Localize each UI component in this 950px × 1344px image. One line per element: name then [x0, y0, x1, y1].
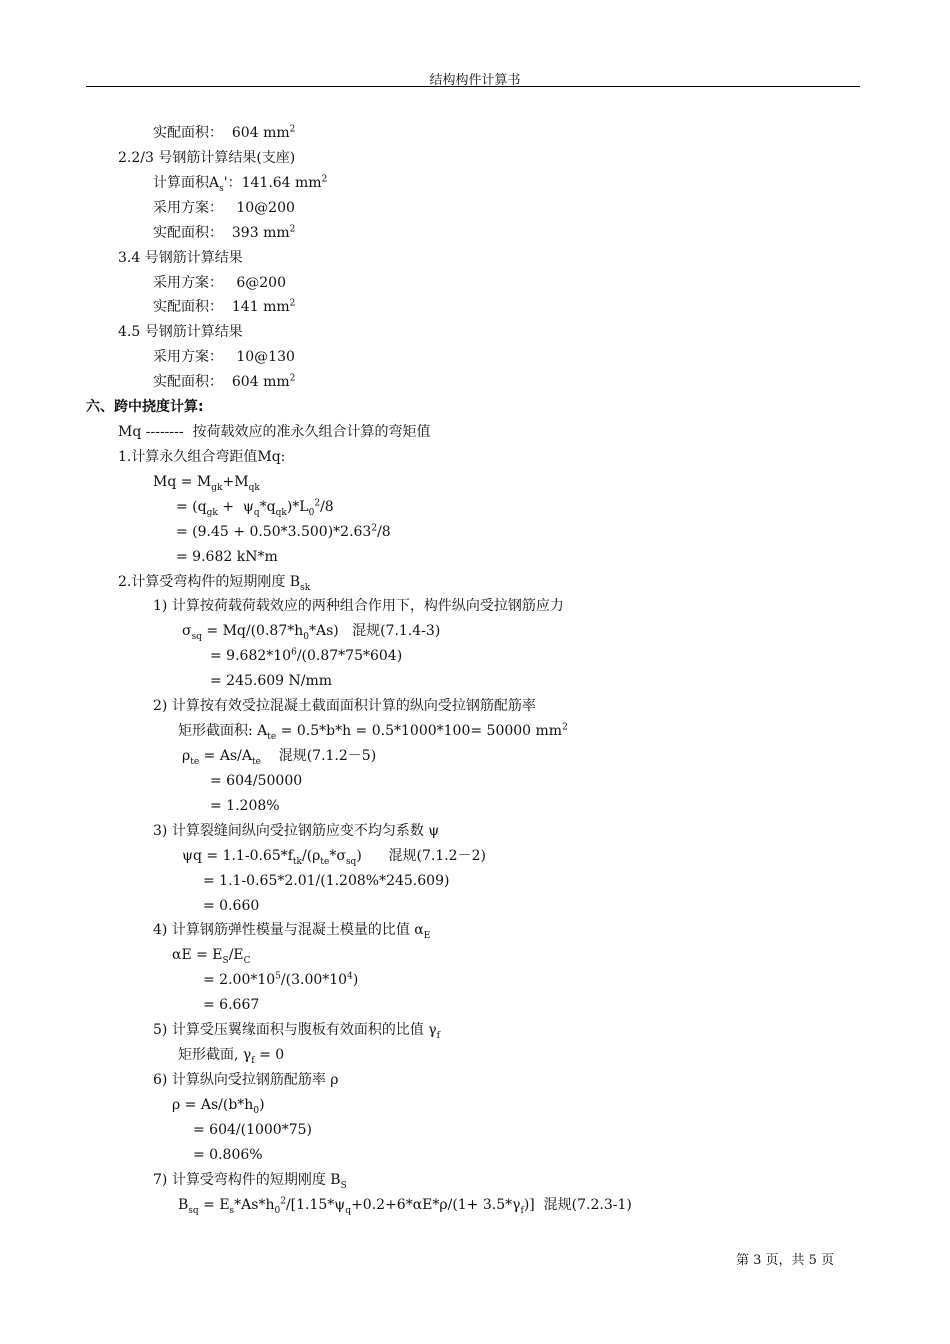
line-text: 混规(7.1.2－5) — [260, 748, 377, 764]
superscript: 4 — [347, 971, 353, 982]
header-rule — [86, 86, 860, 87]
line-text: 矩形截面积: A — [178, 723, 268, 740]
calc-line — [210, 672, 332, 690]
line-text: 实配面积： 604 mm — [153, 125, 290, 141]
line-text: 矩形截面, γ — [178, 1047, 252, 1064]
line-text: σ — [182, 623, 192, 640]
line-text: = 0.5*b*h = 0.5*1000*100= 50000 mm — [276, 723, 563, 740]
subscript: S — [222, 956, 229, 967]
subscript: te — [267, 731, 277, 742]
superscript: 2 — [289, 373, 296, 384]
line-text: /(ρ — [302, 847, 321, 864]
calc-line — [203, 996, 259, 1014]
line-text: 2.2/3 号钢筋计算结果(支座) — [118, 149, 296, 166]
subscript: qk — [248, 482, 260, 493]
line-text: 采用方案： 10@130 — [153, 349, 295, 366]
subscript: q — [345, 1205, 352, 1216]
subscript: s — [219, 183, 224, 194]
calc-line — [153, 822, 439, 840]
line-text: 采用方案： 10@200 — [153, 199, 295, 216]
subscript: te — [251, 756, 261, 767]
line-text: 4) 计算钢筋弹性模量与混凝土模量的比值 α — [153, 922, 424, 939]
line-text: +0.2+6*αE*ρ/(1+ 3.5*γ — [351, 1196, 521, 1213]
line-text: *As) 混规(7.1.4-3) — [308, 623, 441, 640]
line-text: = 1.1-0.65*2.01/(1.208%*245.609) — [203, 872, 450, 889]
superscript: 2 — [371, 523, 378, 534]
calc-line — [153, 124, 295, 142]
line-text: 1) 计算按荷载荷载效应的两种组合作用下，构件纵向受拉钢筋应力 — [153, 598, 564, 615]
calc-line — [203, 897, 259, 915]
subscript: sq — [191, 632, 202, 643]
line-text: = (9.45 + 0.50*3.500)*2.63 — [176, 523, 372, 540]
line-text: '：141.64 mm — [223, 174, 322, 191]
calc-line — [118, 423, 431, 441]
subscript: f — [251, 1055, 255, 1066]
subscript: qk — [275, 507, 287, 518]
line-text: = 0.660 — [203, 897, 260, 914]
calc-line — [178, 722, 568, 740]
line-text: 3.4 号钢筋计算结果 — [118, 249, 243, 266]
line-text: )*L — [286, 498, 309, 515]
page-number: 第 3 页，共 5 页 — [736, 1253, 835, 1268]
line-text: /E — [228, 947, 244, 964]
calc-line — [153, 1071, 339, 1089]
calc-line — [193, 1146, 263, 1164]
line-text: /(3.00*10 — [280, 972, 348, 989]
superscript: 2 — [321, 174, 328, 185]
subscript: 0 — [253, 1105, 260, 1116]
calc-line — [172, 946, 251, 967]
line-text: = E — [198, 1196, 230, 1213]
calc-line — [153, 274, 286, 292]
line-text: ) — [352, 972, 359, 989]
subscript: E — [423, 931, 431, 942]
line-text: *As*h — [234, 1196, 275, 1213]
line-text: 采用方案： 6@200 — [153, 274, 286, 291]
calc-line — [176, 498, 334, 516]
calc-line — [193, 1121, 312, 1139]
calc-line — [153, 373, 295, 391]
superscript: 2 — [289, 298, 296, 309]
superscript: 2 — [562, 722, 568, 733]
calc-line — [182, 622, 441, 643]
subscript: gk — [211, 482, 223, 493]
calc-line — [210, 797, 280, 815]
superscript: 2 — [314, 498, 321, 509]
line-text: ρ = As/(b*h — [172, 1096, 254, 1113]
subscript: S — [340, 1180, 347, 1191]
line-text: ρ — [182, 748, 191, 764]
calc-line — [118, 149, 295, 167]
line-text: = 9.682 kN*m — [176, 548, 278, 565]
line-text: )] 混规(7.2.3-1) — [523, 1196, 632, 1213]
superscript: 5 — [275, 971, 281, 982]
line-text: 2) 计算按有效受拉混凝土截面面积计算的纵向受拉钢筋配筋率 — [153, 698, 536, 715]
line-text: 1.计算永久组合弯距值Mq: — [118, 448, 286, 465]
line-text: 7) 计算受弯构件的短期刚度 B — [153, 1171, 341, 1188]
line-text: αE = E — [172, 947, 223, 964]
subscript: s — [229, 1205, 235, 1216]
calc-line — [203, 971, 358, 989]
line-text: = 1.208% — [210, 797, 280, 814]
line-text: = 245.609 N/mm — [210, 673, 333, 690]
subscript: te — [320, 856, 330, 867]
line-text: = 0 — [254, 1047, 285, 1064]
line-text: ψq = 1.1-0.65*f — [182, 847, 293, 864]
line-text: 6) 计算纵向受拉钢筋配筋率 ρ — [153, 1071, 339, 1088]
subscript: 0 — [308, 507, 315, 518]
calc-line — [153, 1171, 347, 1189]
calc-line — [118, 448, 285, 466]
line-text: Mq -------- 按荷载效应的准永久组合计算的弯矩值 — [118, 424, 431, 441]
calc-line — [203, 872, 449, 890]
subscript: f — [436, 1030, 440, 1041]
line-text: 4.5 号钢筋计算结果 — [118, 324, 243, 341]
calc-line — [210, 647, 402, 665]
line-text: = 6.667 — [203, 997, 260, 1014]
line-text: /(0.87*75*604) — [296, 648, 403, 665]
calc-line — [153, 921, 431, 942]
subscript: f — [520, 1205, 524, 1216]
subscript: te — [190, 756, 200, 767]
calc-line — [153, 298, 295, 316]
calc-line — [153, 1021, 440, 1039]
line-text: 计算面积A — [153, 174, 220, 191]
line-text: = Mq/(0.87*h — [201, 623, 304, 640]
calc-line — [118, 573, 310, 591]
calc-line — [176, 548, 278, 566]
subscript: 0 — [274, 1205, 281, 1216]
line-text: ) — [259, 1096, 265, 1113]
calc-line — [176, 523, 391, 541]
calc-line — [182, 847, 486, 865]
superscript: 2 — [280, 1195, 286, 1206]
calc-line — [153, 224, 295, 242]
calc-line — [118, 323, 243, 341]
subscript: sq — [345, 856, 357, 867]
line-text: /8 — [320, 498, 334, 515]
superscript: 2 — [289, 124, 296, 135]
calc-line — [153, 199, 295, 217]
calc-line — [118, 249, 243, 267]
line-text: = 2.00*10 — [203, 972, 276, 989]
line-text: 2.计算受弯构件的短期刚度 B — [118, 573, 301, 590]
page-header-title: 结构构件计算书 — [429, 73, 521, 88]
line-text: = 0.806% — [193, 1146, 263, 1163]
line-text: = 604/50000 — [210, 772, 303, 789]
subscript: q — [253, 507, 260, 518]
superscript: 6 — [291, 647, 297, 658]
line-text: 实配面积： 141 mm — [153, 299, 290, 316]
line-text: 实配面积： 604 mm — [153, 374, 290, 391]
calc-line — [153, 473, 260, 491]
line-text: /8 — [377, 523, 391, 540]
subscript: sk — [300, 582, 311, 593]
calc-line — [153, 697, 536, 715]
line-text: 3) 计算裂缝间纵向受拉钢筋应变不均匀系数 ψ — [153, 822, 440, 839]
line-text: ) 混规(7.1.2－2) — [356, 847, 486, 864]
subscript: 0 — [303, 632, 309, 643]
calc-line — [153, 597, 564, 615]
calc-line — [182, 747, 376, 765]
line-text: = 9.682*10 — [210, 648, 292, 665]
line-text: 5) 计算受压翼缘面积与腹板有效面积的比值 γ — [153, 1022, 437, 1039]
section-heading — [86, 398, 204, 416]
line-text: = 604/(1000*75) — [193, 1121, 312, 1138]
line-text: +M — [222, 473, 249, 490]
line-text: 六、跨中挠度计算: — [86, 399, 204, 416]
line-text: Mq = M — [153, 473, 212, 490]
calc-line — [172, 1096, 265, 1114]
line-text: /[1.15*ψ — [285, 1196, 346, 1213]
line-text: *σ — [329, 847, 346, 864]
subscript: tk — [292, 856, 302, 867]
calc-line — [210, 772, 302, 790]
line-text: *q — [259, 498, 276, 515]
subscript: gk — [206, 507, 218, 518]
line-text: = (q — [176, 498, 207, 515]
subscript: sq — [188, 1205, 199, 1216]
calc-line — [178, 1196, 632, 1214]
calc-line — [178, 1046, 284, 1064]
line-text: 实配面积： 393 mm — [153, 224, 290, 241]
subscript: C — [243, 956, 251, 967]
superscript: 2 — [289, 224, 296, 235]
line-text: B — [178, 1196, 189, 1213]
line-text: = As/A — [199, 748, 252, 764]
line-text: + ψ — [217, 498, 254, 515]
calc-line — [153, 174, 327, 192]
calc-line — [153, 348, 295, 366]
